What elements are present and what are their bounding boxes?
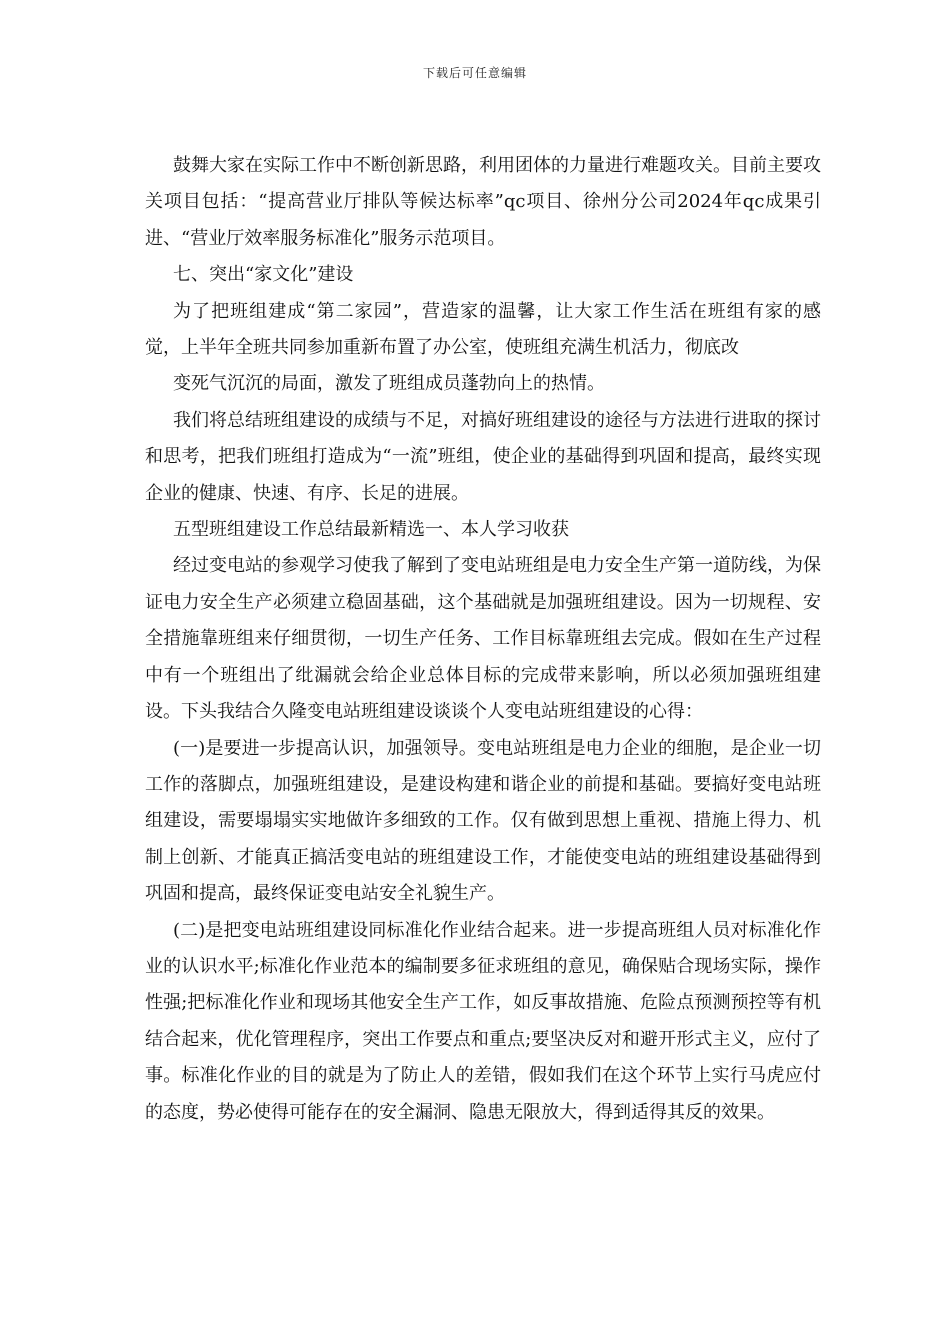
paragraph-summary: 我们将总结班组建设的成绩与不足，对搞好班组建设的途径与方法进行进取的探讨和思考，把我们班组打造成为“一流”班组，使企业的基础得到巩固和提高，最终实现企业的健康、快速、有序、长足的进展。	[145, 409, 821, 504]
section-heading-home-culture: 七、突出“家文化”建设	[173, 264, 354, 286]
paragraph-point-two: (二)是把变电站班组建设同标准化作业结合起来。进一步提高班组人员对标准化作业的认识水平;标准化作业范本的编制要多征求班组的意见，确保贴合现场实际，操作性强;把标准化作业和现场其他安全生产工作，如反事故措施、危险点预测预控等有机结合起来，优化管理程序，突出工作要点和重点;要坚决反对和避开形式主义，应付了事。标准化作业的目的就是为了防止人的差错，假如我们在这个环节上实行马虎应付的态度，势必使得可能存在的安全漏洞、隐患无限放大，得到适得其反的效果。	[145, 919, 821, 1123]
document-body	[145, 148, 821, 1131]
paragraph-substation-visit: 经过变电站的参观学习使我了解到了变电站班组是电力安全生产第一道防线，为保证电力安全生产必须建立稳固基础，这个基础就是加强班组建设。因为一切规程、安全措施靠班组来仔细贯彻，一切生产任务、工作目标靠班组去完成。假如在生产过程中有一个班组出了纰漏就会给企业总体目标的完成带来影响，所以必须加强班组建设。下头我结合久隆变电站班组建设谈谈个人变电站班组建设的心得：	[145, 555, 821, 723]
section-heading-study-gains: 五型班组建设工作总结最新精选一、本人学习收获	[173, 519, 569, 541]
paragraph-second-home-continued: 变死气沉沉的局面，激发了班组成员蓬勃向上的热情。	[173, 373, 605, 395]
paragraph-point-one: (一)是要进一步提高认识，加强领导。变电站班组是电力企业的细胞，是企业一切工作的落脚点，加强班组建设，是建设构建和谐企业的前提和基础。要搞好变电站班组建设，需要塌塌实实地做许多细致的工作。仅有做到思想上重视、措施上得力、机制上创新、才能真正搞活变电站的班组建设工作，才能使变电站的班组建设基础得到巩固和提高，最终保证变电站安全礼貌生产。	[145, 737, 821, 905]
paragraph-second-home: 为了把班组建成“第二家园”，营造家的温馨，让大家工作生活在班组有家的感觉，上半年全班共同参加重新布置了办公室，使班组充满生机活力，彻底改	[145, 300, 821, 359]
paragraph-innovation: 鼓舞大家在实际工作中不断创新思路，利用团体的力量进行难题攻关。目前主要攻关项目包括：“提高营业厅排队等候达标率”qc项目、徐州分公司2024年qc成果引进、“营业厅效率服务标准化”服务示范项目。	[145, 155, 821, 249]
page-header: 下载后可任意编辑	[422, 66, 527, 80]
